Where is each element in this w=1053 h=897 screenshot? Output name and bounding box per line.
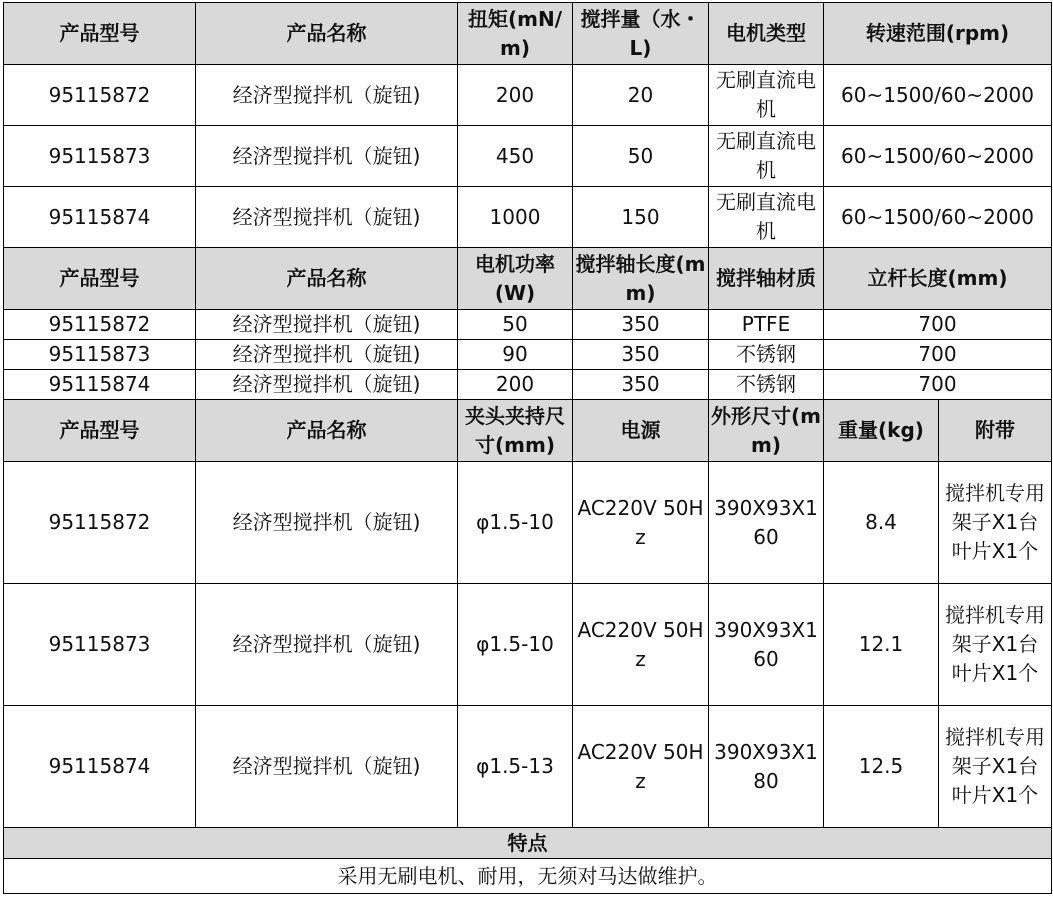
product-name-cell: 经济型搅拌机（旋钮)	[196, 340, 458, 370]
header-cell: 立杆长度(mm)	[824, 248, 1052, 310]
model-cell: 95115873	[4, 126, 196, 187]
header-cell: 产品型号	[4, 248, 196, 310]
table-row	[4, 370, 1052, 400]
table-cell: φ1.5-10	[458, 462, 573, 584]
table-row	[4, 340, 1052, 370]
table-row	[4, 310, 1052, 340]
table-row	[4, 462, 1052, 584]
header-cell: 搅拌轴长度(mm)	[573, 248, 709, 310]
table-header-row	[4, 248, 1052, 310]
table-cell: 350	[573, 310, 709, 340]
table-cell: 20	[573, 65, 709, 126]
table-cell: 350	[573, 370, 709, 400]
table-cell: AC220V 50Hz	[573, 462, 709, 584]
features-header-row	[4, 828, 1052, 859]
table-cell: 1000	[458, 187, 573, 248]
table-cell: PTFE	[709, 310, 824, 340]
table-row	[4, 187, 1052, 248]
table-cell: AC220V 50Hz	[573, 584, 709, 706]
product-name-cell: 经济型搅拌机（旋钮)	[196, 462, 458, 584]
model-cell: 95115873	[4, 584, 196, 706]
table-cell: 390X93X180	[709, 706, 824, 828]
table-cell: 450	[458, 126, 573, 187]
table-cell: 8.4	[824, 462, 939, 584]
table-row	[4, 126, 1052, 187]
features-text: 采用无刷电机、耐用，无须对马达做维护。	[4, 859, 1052, 894]
table-cell: 搅拌机专用架子X1台 叶片X1个	[939, 706, 1052, 828]
table-cell: 200	[458, 65, 573, 126]
model-cell: 95115874	[4, 370, 196, 400]
header-cell: 转速范围(rpm)	[824, 3, 1052, 65]
table-header-row	[4, 400, 1052, 462]
table-row	[4, 584, 1052, 706]
table-header-row	[4, 3, 1052, 65]
header-cell: 外形尺寸(mm)	[709, 400, 824, 462]
table-cell: 不锈钢	[709, 340, 824, 370]
header-cell: 重量(kg)	[824, 400, 939, 462]
table-cell: 无刷直流电机	[709, 126, 824, 187]
header-cell: 电机类型	[709, 3, 824, 65]
header-cell: 电源	[573, 400, 709, 462]
product-name-cell: 经济型搅拌机（旋钮)	[196, 65, 458, 126]
product-name-cell: 经济型搅拌机（旋钮)	[196, 370, 458, 400]
product-name-cell: 经济型搅拌机（旋钮)	[196, 310, 458, 340]
header-cell: 电机功率(W)	[458, 248, 573, 310]
table-cell: AC220V 50Hz	[573, 706, 709, 828]
table-cell: 150	[573, 187, 709, 248]
table-cell: 390X93X160	[709, 584, 824, 706]
model-cell: 95115872	[4, 310, 196, 340]
table-cell: 60~1500/60~2000	[824, 126, 1052, 187]
model-cell: 95115872	[4, 65, 196, 126]
table-cell: 12.1	[824, 584, 939, 706]
table-cell: 60~1500/60~2000	[824, 65, 1052, 126]
product-name-cell: 经济型搅拌机（旋钮)	[196, 584, 458, 706]
header-cell: 扭矩(mN/m)	[458, 3, 573, 65]
header-cell: 产品型号	[4, 400, 196, 462]
table-cell: 无刷直流电机	[709, 187, 824, 248]
table-cell: 350	[573, 340, 709, 370]
table-cell: 50	[573, 126, 709, 187]
table-cell: 390X93X160	[709, 462, 824, 584]
table-cell: 700	[824, 310, 1052, 340]
header-cell: 搅拌量（水・L)	[573, 3, 709, 65]
table-cell: 12.5	[824, 706, 939, 828]
header-cell: 夹头夹持尺寸(mm)	[458, 400, 573, 462]
table-cell: 50	[458, 310, 573, 340]
product-name-cell: 经济型搅拌机（旋钮)	[196, 187, 458, 248]
model-cell: 95115872	[4, 462, 196, 584]
table-cell: 60~1500/60~2000	[824, 187, 1052, 248]
product-name-cell: 经济型搅拌机（旋钮)	[196, 126, 458, 187]
table-row	[4, 65, 1052, 126]
header-cell: 产品名称	[196, 3, 458, 65]
table-cell: 搅拌机专用架子X1台 叶片X1个	[939, 584, 1052, 706]
features-title: 特点	[4, 828, 1052, 859]
table-cell: φ1.5-10	[458, 584, 573, 706]
header-cell: 产品型号	[4, 3, 196, 65]
table-cell: 90	[458, 340, 573, 370]
table-cell: 700	[824, 340, 1052, 370]
table-cell: 700	[824, 370, 1052, 400]
table-cell: φ1.5-13	[458, 706, 573, 828]
table-cell: 不锈钢	[709, 370, 824, 400]
spec-table	[3, 2, 1052, 894]
model-cell: 95115873	[4, 340, 196, 370]
table-row	[4, 706, 1052, 828]
header-cell: 搅拌轴材质	[709, 248, 824, 310]
table-cell: 无刷直流电机	[709, 65, 824, 126]
model-cell: 95115874	[4, 706, 196, 828]
header-cell: 产品名称	[196, 400, 458, 462]
product-name-cell: 经济型搅拌机（旋钮)	[196, 706, 458, 828]
model-cell: 95115874	[4, 187, 196, 248]
features-row	[4, 859, 1052, 894]
table-cell: 搅拌机专用架子X1台 叶片X1个	[939, 462, 1052, 584]
table-cell: 200	[458, 370, 573, 400]
header-cell: 产品名称	[196, 248, 458, 310]
header-cell: 附带	[939, 400, 1052, 462]
